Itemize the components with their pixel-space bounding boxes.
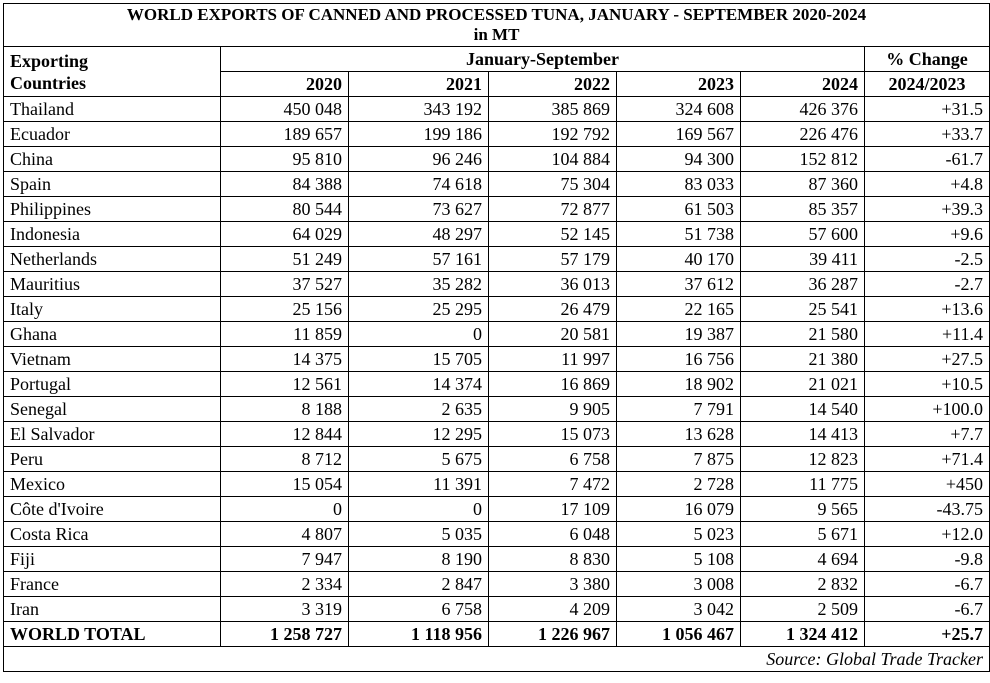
value-cell: 14 375	[221, 347, 349, 372]
value-cell: 18 902	[617, 372, 741, 397]
value-cell: 8 712	[221, 447, 349, 472]
value-cell: 12 823	[741, 447, 865, 472]
value-cell: 104 884	[489, 147, 617, 172]
value-cell: 4 209	[489, 597, 617, 622]
change-cell: +27.5	[865, 347, 990, 372]
value-cell: 48 297	[349, 222, 489, 247]
value-cell: 324 608	[617, 97, 741, 122]
table-row	[4, 347, 990, 372]
value-cell: 15 054	[221, 472, 349, 497]
table-row	[4, 222, 990, 247]
table-row	[4, 422, 990, 447]
value-cell: 25 295	[349, 297, 489, 322]
table-row	[4, 122, 990, 147]
value-cell: 2 847	[349, 572, 489, 597]
value-cell: 61 503	[617, 197, 741, 222]
value-cell: 12 844	[221, 422, 349, 447]
table-row	[4, 597, 990, 622]
value-cell: 40 170	[617, 247, 741, 272]
value-cell: 199 186	[349, 122, 489, 147]
value-cell: 7 947	[221, 547, 349, 572]
table-row	[4, 472, 990, 497]
value-cell: 8 188	[221, 397, 349, 422]
table-title	[4, 4, 990, 47]
change-cell: +11.4	[865, 322, 990, 347]
table-row	[4, 397, 990, 422]
world-total-row	[4, 622, 990, 647]
change-cell: +71.4	[865, 447, 990, 472]
value-cell: 13 628	[617, 422, 741, 447]
country-cell: Senegal	[4, 397, 221, 422]
value-cell: 11 997	[489, 347, 617, 372]
title-line-1: WORLD EXPORTS OF CANNED AND PROCESSED TUNA, JANUARY - SEPTEMBER 2020-2024	[126, 5, 867, 24]
value-cell: 21 580	[741, 322, 865, 347]
table-row	[4, 97, 990, 122]
value-cell: 25 156	[221, 297, 349, 322]
country-cell: Indonesia	[4, 222, 221, 247]
table-row	[4, 522, 990, 547]
country-cell: Costa Rica	[4, 522, 221, 547]
country-cell: Netherlands	[4, 247, 221, 272]
value-cell: 0	[349, 497, 489, 522]
value-cell: 0	[221, 497, 349, 522]
pct-change-header: % Change	[865, 47, 990, 72]
change-cell: -6.7	[865, 597, 990, 622]
value-cell: 9 565	[741, 497, 865, 522]
country-cell: Iran	[4, 597, 221, 622]
value-cell: 15 073	[489, 422, 617, 447]
value-cell: 450 048	[221, 97, 349, 122]
value-cell: 26 479	[489, 297, 617, 322]
value-cell: 72 877	[489, 197, 617, 222]
value-cell: 5 671	[741, 522, 865, 547]
country-cell: Peru	[4, 447, 221, 472]
value-cell: 4 694	[741, 547, 865, 572]
country-cell: France	[4, 572, 221, 597]
value-cell: 83 033	[617, 172, 741, 197]
value-cell: 74 618	[349, 172, 489, 197]
value-cell: 14 374	[349, 372, 489, 397]
total-cell: 1 324 412	[741, 622, 865, 647]
countries-label: Countries	[10, 72, 86, 93]
value-cell: 51 738	[617, 222, 741, 247]
change-cell: +9.6	[865, 222, 990, 247]
change-cell: +13.6	[865, 297, 990, 322]
table-row	[4, 572, 990, 597]
value-cell: 94 300	[617, 147, 741, 172]
value-cell: 95 810	[221, 147, 349, 172]
value-cell: 3 042	[617, 597, 741, 622]
value-cell: 36 287	[741, 272, 865, 297]
value-cell: 426 376	[741, 97, 865, 122]
change-cell: -6.7	[865, 572, 990, 597]
table-row	[4, 322, 990, 347]
year-header: 2023	[617, 72, 741, 97]
table-row	[4, 272, 990, 297]
source-note: Source: Global Trade Tracker	[4, 647, 990, 672]
value-cell: 385 869	[489, 97, 617, 122]
value-cell: 5 023	[617, 522, 741, 547]
value-cell: 37 612	[617, 272, 741, 297]
value-cell: 25 541	[741, 297, 865, 322]
value-cell: 52 145	[489, 222, 617, 247]
change-cell: -61.7	[865, 147, 990, 172]
value-cell: 85 357	[741, 197, 865, 222]
table-row	[4, 447, 990, 472]
country-cell: China	[4, 147, 221, 172]
country-cell: Mexico	[4, 472, 221, 497]
value-cell: 84 388	[221, 172, 349, 197]
value-cell: 2 635	[349, 397, 489, 422]
change-cell: -2.5	[865, 247, 990, 272]
value-cell: 15 705	[349, 347, 489, 372]
value-cell: 192 792	[489, 122, 617, 147]
value-cell: 96 246	[349, 147, 489, 172]
country-cell: Ghana	[4, 322, 221, 347]
value-cell: 22 165	[617, 297, 741, 322]
pct-period-header: 2024/2023	[865, 72, 990, 97]
change-cell: +12.0	[865, 522, 990, 547]
value-cell: 6 758	[489, 447, 617, 472]
change-cell: +4.8	[865, 172, 990, 197]
value-cell: 16 079	[617, 497, 741, 522]
value-cell: 14 413	[741, 422, 865, 447]
value-cell: 64 029	[221, 222, 349, 247]
total-cell: 1 118 956	[349, 622, 489, 647]
country-cell: Philippines	[4, 197, 221, 222]
value-cell: 5 108	[617, 547, 741, 572]
value-cell: 189 657	[221, 122, 349, 147]
value-cell: 20 581	[489, 322, 617, 347]
value-cell: 2 509	[741, 597, 865, 622]
table-row	[4, 247, 990, 272]
value-cell: 39 411	[741, 247, 865, 272]
value-cell: 6 048	[489, 522, 617, 547]
tuna-exports-table	[3, 3, 990, 672]
value-cell: 11 775	[741, 472, 865, 497]
table-row	[4, 547, 990, 572]
period-header: January-September	[221, 47, 865, 72]
value-cell: 5 675	[349, 447, 489, 472]
change-cell: +7.7	[865, 422, 990, 447]
value-cell: 152 812	[741, 147, 865, 172]
value-cell: 51 249	[221, 247, 349, 272]
value-cell: 3 319	[221, 597, 349, 622]
value-cell: 3 380	[489, 572, 617, 597]
value-cell: 14 540	[741, 397, 865, 422]
value-cell: 7 472	[489, 472, 617, 497]
total-cell: 1 056 467	[617, 622, 741, 647]
exporting-countries-header	[4, 47, 221, 97]
change-cell: +31.5	[865, 97, 990, 122]
country-cell: Fiji	[4, 547, 221, 572]
value-cell: 8 830	[489, 547, 617, 572]
country-cell: Ecuador	[4, 122, 221, 147]
value-cell: 80 544	[221, 197, 349, 222]
country-cell: Portugal	[4, 372, 221, 397]
table-row	[4, 297, 990, 322]
value-cell: 16 756	[617, 347, 741, 372]
title-line-2: in MT	[473, 25, 520, 44]
value-cell: 9 905	[489, 397, 617, 422]
change-cell: -9.8	[865, 547, 990, 572]
value-cell: 21 380	[741, 347, 865, 372]
year-header: 2022	[489, 72, 617, 97]
value-cell: 12 295	[349, 422, 489, 447]
value-cell: 7 875	[617, 447, 741, 472]
year-header: 2021	[349, 72, 489, 97]
exporting-label: Exporting	[10, 50, 89, 71]
table-row	[4, 172, 990, 197]
change-cell: +450	[865, 472, 990, 497]
value-cell: 16 869	[489, 372, 617, 397]
country-cell: Mauritius	[4, 272, 221, 297]
table-row	[4, 497, 990, 522]
country-cell: Thailand	[4, 97, 221, 122]
change-cell: -43.75	[865, 497, 990, 522]
value-cell: 8 190	[349, 547, 489, 572]
value-cell: 4 807	[221, 522, 349, 547]
change-cell: -2.7	[865, 272, 990, 297]
value-cell: 12 561	[221, 372, 349, 397]
value-cell: 36 013	[489, 272, 617, 297]
value-cell: 226 476	[741, 122, 865, 147]
country-cell: Spain	[4, 172, 221, 197]
change-cell: +39.3	[865, 197, 990, 222]
value-cell: 73 627	[349, 197, 489, 222]
table-row	[4, 147, 990, 172]
value-cell: 37 527	[221, 272, 349, 297]
change-cell: +100.0	[865, 397, 990, 422]
value-cell: 57 600	[741, 222, 865, 247]
value-cell: 6 758	[349, 597, 489, 622]
value-cell: 0	[349, 322, 489, 347]
value-cell: 2 832	[741, 572, 865, 597]
value-cell: 2 728	[617, 472, 741, 497]
value-cell: 11 391	[349, 472, 489, 497]
table-row	[4, 372, 990, 397]
year-header: 2020	[221, 72, 349, 97]
value-cell: 75 304	[489, 172, 617, 197]
table-body	[4, 97, 990, 622]
country-cell: Côte d'Ivoire	[4, 497, 221, 522]
value-cell: 21 021	[741, 372, 865, 397]
total-cell: 1 258 727	[221, 622, 349, 647]
value-cell: 87 360	[741, 172, 865, 197]
value-cell: 7 791	[617, 397, 741, 422]
total-label: WORLD TOTAL	[4, 622, 221, 647]
change-cell: +10.5	[865, 372, 990, 397]
value-cell: 5 035	[349, 522, 489, 547]
value-cell: 35 282	[349, 272, 489, 297]
country-cell: Vietnam	[4, 347, 221, 372]
year-header: 2024	[741, 72, 865, 97]
value-cell: 2 334	[221, 572, 349, 597]
value-cell: 57 161	[349, 247, 489, 272]
country-cell: El Salvador	[4, 422, 221, 447]
total-change-cell: +25.7	[865, 622, 990, 647]
value-cell: 19 387	[617, 322, 741, 347]
value-cell: 169 567	[617, 122, 741, 147]
value-cell: 17 109	[489, 497, 617, 522]
table-row	[4, 197, 990, 222]
change-cell: +33.7	[865, 122, 990, 147]
value-cell: 343 192	[349, 97, 489, 122]
country-cell: Italy	[4, 297, 221, 322]
value-cell: 11 859	[221, 322, 349, 347]
value-cell: 57 179	[489, 247, 617, 272]
value-cell: 3 008	[617, 572, 741, 597]
total-cell: 1 226 967	[489, 622, 617, 647]
